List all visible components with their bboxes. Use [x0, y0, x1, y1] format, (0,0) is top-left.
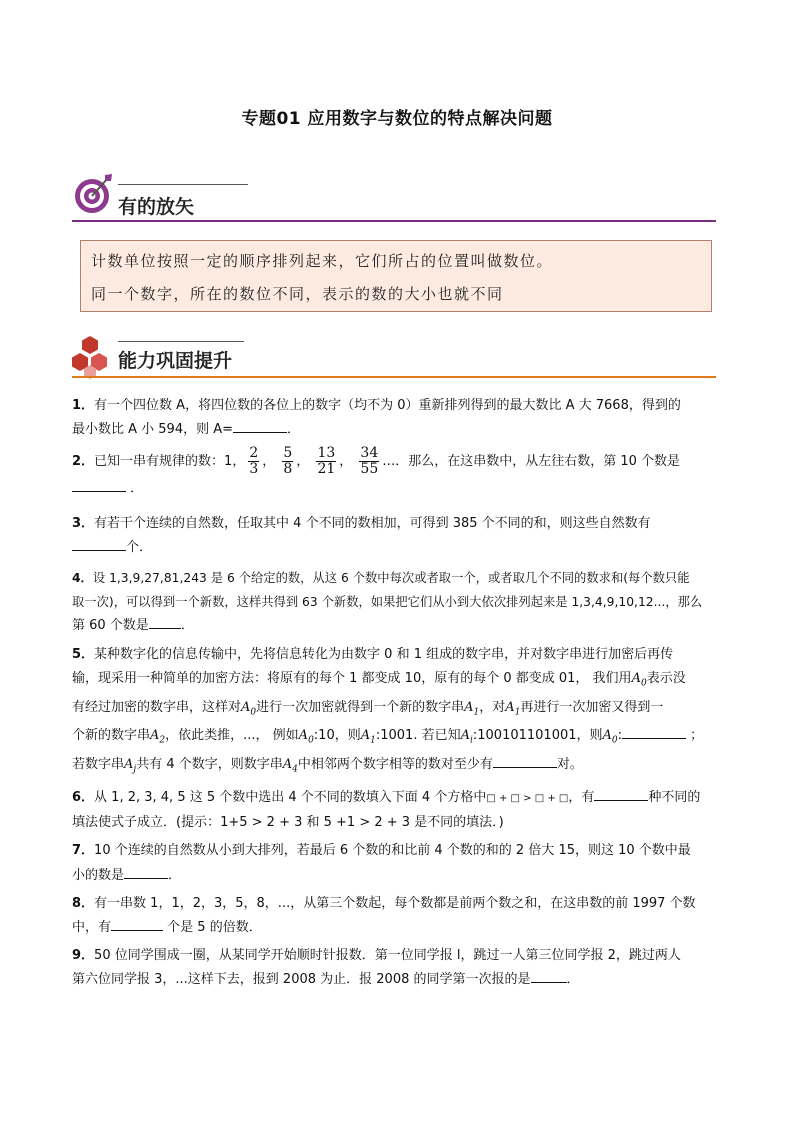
problem-text: ；: [690, 728, 704, 744]
problem-number: 4．: [72, 571, 93, 586]
numerator: 2: [249, 445, 259, 462]
problem-text: 个是 5 的倍数．: [167, 920, 262, 936]
problem-number: 9．: [72, 948, 95, 964]
section-rule: [72, 220, 716, 222]
math-subscript: 0: [640, 678, 647, 689]
problem-text: 若数字串: [72, 757, 125, 773]
problem-9: [72, 944, 718, 968]
math-subscript: 2: [159, 736, 166, 747]
math-subscript: 1: [514, 707, 521, 718]
problem-text: 个新的数字串: [72, 728, 151, 744]
problem-text: 10 个连续的自然数从小到大排列，若最后 6 个数的和比前 4 个数的和的 2 倍大 15，则这 10 个数中最: [94, 843, 691, 859]
problem-text: ，有: [568, 790, 595, 806]
key-points-box: [80, 240, 712, 312]
problem-6: [72, 786, 718, 811]
numerator: 5: [283, 445, 293, 462]
problem-text: 设 1,3,9,27,81,243 是 6 个给定的数，从这 6 个数中每次或者取一个，或者取几个不同的数求和(每个数只能: [92, 571, 690, 586]
hexagon-cluster-icon: [68, 334, 118, 380]
problem-text: 填法使式子成立．(提示：1+5 > 2 + 3 和 5 +1 > 2 + 3 是不同的填法．): [72, 815, 504, 831]
math-subscript: 0: [250, 707, 257, 718]
problem-9-cont: [72, 968, 718, 992]
problem-number: 6．: [72, 790, 95, 806]
math-var: A: [241, 699, 251, 715]
math-var: A: [631, 670, 641, 686]
math-subscript: j: [133, 764, 137, 775]
problem-text: 小的数是: [72, 867, 125, 883]
math-var: A: [602, 728, 612, 744]
math-subscript: 1: [370, 736, 376, 747]
page-title: 专题01 应用数字与数位的特点解决问题: [241, 109, 553, 129]
problem-5-cont2: [72, 696, 718, 725]
problem-text: 输，现采用一种简单的加密方法：将原有的每个 1 都变成 10，原有的每个 0 都变成 01， 我们用: [72, 670, 632, 686]
math-var: A: [360, 728, 371, 744]
problem-text: ．: [566, 972, 580, 988]
problem-5-cont: [72, 667, 718, 696]
problem-number: 2．: [72, 454, 95, 470]
math-var: A: [464, 699, 474, 715]
fraction: [282, 446, 293, 477]
section-header-practice: [68, 334, 716, 380]
math-var: A: [298, 728, 309, 744]
problem-text: 对。: [556, 757, 583, 773]
answer-blank[interactable]: [111, 916, 163, 931]
denominator: 3: [249, 461, 259, 478]
problem-2-cont: [72, 477, 718, 501]
target-icon: [72, 172, 114, 216]
problem-text: 已知一串有规律的数：1，: [94, 454, 246, 470]
fraction: [316, 446, 336, 477]
problem-5: [72, 643, 718, 667]
denominator: 8: [283, 461, 293, 478]
answer-blank[interactable]: [622, 724, 686, 739]
problem-list: [72, 394, 718, 993]
problem-text: 有经过加密的数字串，这样对: [72, 699, 242, 715]
problem-text: 表示没: [646, 670, 686, 686]
problem-text: 再进行一次加密又得到一: [520, 699, 664, 715]
problem-text: :1001. 若已知: [375, 728, 461, 744]
problem-text: 第 60 个数是: [72, 618, 149, 634]
answer-blank[interactable]: [493, 753, 557, 768]
problem-text: 有一串数 1，1，2，3，5，8，...，从第三个数起，每个数都是前两个数之和，在这串数的前 1997 个数: [94, 895, 696, 911]
math-var: A: [460, 728, 470, 744]
problem-text: ．: [287, 422, 301, 438]
problem-2: 2．已知一串有规律的数：1， $\frac{2}{3}$ ， $\frac{5}{8}$ ， $\frac{13}{21}$ ， $\frac{34}{55}$ …．那么，在这串数中，从左往右数，第 10 个数是: [72, 445, 681, 478]
problem-8-cont: [72, 916, 718, 940]
problem-4-cont2: [72, 614, 718, 638]
problem-text: ．: [130, 481, 144, 497]
problem-text: …．那么，在这串数中，从左往右数，第 10 个数是: [382, 454, 681, 470]
problem-text: :: [617, 728, 623, 744]
problem-number: 3．: [72, 515, 95, 531]
problem-text: ．: [180, 618, 194, 634]
problem-text: :100101101001，则: [472, 728, 603, 744]
problem-text: 种不同的: [648, 790, 701, 806]
answer-blank[interactable]: [124, 864, 168, 879]
math-subscript: 0: [611, 736, 618, 747]
answer-blank[interactable]: [531, 968, 567, 983]
problem-number: 1．: [72, 398, 95, 413]
section-heading: 能力巩固提升: [118, 350, 233, 372]
box-expression: □ + □ > □ + □: [486, 793, 569, 805]
answer-blank[interactable]: [233, 418, 287, 433]
problem-8: [72, 892, 718, 916]
math-subscript: 4: [292, 764, 298, 775]
problem-text: 有若干个连续的自然数，任取其中 4 个不同的数相加，可得到 385 个不同的和，则这些自然数有: [94, 515, 651, 531]
problem-text: :10，则: [313, 728, 361, 744]
numerator: 34: [360, 445, 379, 462]
problem-text: 进行一次加密就得到一个新的数字串: [256, 699, 465, 715]
problem-text: 第六位同学报 3，...这样下去，报到 2008 为止．报 2008 的同学第一次报的是: [72, 972, 531, 988]
problem-1-cont: [72, 418, 718, 442]
problem-number: 5．: [72, 646, 95, 662]
key-point: 计数单位按照一定的顺序排列起来，它们所占的位置叫做数位。: [91, 252, 554, 270]
fraction: [248, 446, 259, 477]
answer-blank[interactable]: [594, 786, 648, 801]
problem-text: 中，有: [72, 920, 112, 936]
fraction: [359, 446, 379, 477]
problem-text: 个．: [126, 539, 153, 555]
denominator: 55: [360, 461, 379, 478]
answer-blank[interactable]: [72, 536, 126, 551]
math-subscript: 1: [473, 707, 480, 718]
problem-text: 最小数比 A 小 594，则 A=: [72, 422, 234, 438]
denominator: 21: [317, 461, 336, 478]
problem-text: ，对: [479, 699, 506, 715]
section-heading: 有的放矢: [118, 196, 195, 218]
problem-7-cont: [72, 864, 718, 888]
math-var: A: [505, 699, 515, 715]
answer-blank[interactable]: [72, 477, 126, 492]
math-var: A: [150, 728, 160, 744]
math-var: A: [282, 757, 293, 773]
header-underline: [118, 184, 248, 185]
problem-text: ．: [168, 867, 182, 883]
problem-text: 某种数字化的信息传输中，先将信息转化为由数字 0 和 1 组成的数字串，并对数字串进行加密后再传: [94, 646, 674, 662]
problem-text: 有一个四位数 A，将四位数的各位上的数字（均不为 0）重新排列得到的最大数比 A 大 7668，得到的: [94, 398, 681, 413]
numerator: 13: [317, 445, 336, 462]
answer-blank[interactable]: [149, 614, 181, 629]
problem-6-cont: [72, 811, 718, 835]
math-var: A: [124, 757, 134, 773]
section-header-key-points: [72, 172, 716, 224]
section-rule: [72, 376, 716, 378]
problem-5-cont4: [72, 753, 718, 782]
problem-text: 中相邻两个数字相等的数对至少有: [297, 757, 493, 773]
problem-1: [72, 394, 718, 418]
problem-text: 共有 4 个数字，则数字串: [136, 757, 283, 773]
problem-text: ，依此类推，...， 例如: [165, 728, 299, 744]
key-point: 同一个数字，所在的数位不同，表示的数的大小也就不同: [91, 285, 504, 303]
problem-text: 取一次)，可以得到一个新数，这样共得到 63 个新数，如果把它们从小到大依次排列起来是 1,3,4,9,10,12...，那么: [72, 595, 703, 610]
problem-3: [72, 512, 718, 536]
math-subscript: i: [469, 736, 473, 747]
problem-number: 7．: [72, 843, 95, 859]
problem-text: 从 1, 2, 3, 4, 5 这 5 个数中选出 4 个不同的数填入下面 4 个方格中: [94, 790, 487, 806]
problem-4-cont: [72, 590, 718, 614]
problem-3-cont: [72, 536, 718, 560]
problem-4: [72, 566, 718, 590]
problem-5-cont3: [72, 724, 718, 753]
problem-7: [72, 839, 718, 863]
problem-text: 50 位同学围成一圈，从某同学开始顺时针报数．第一位同学报 l，跳过一人第三位同学报 2，跳过两人: [94, 948, 681, 964]
header-underline: [118, 341, 244, 342]
problem-number: 8．: [72, 895, 95, 911]
math-subscript: 0: [308, 736, 314, 747]
